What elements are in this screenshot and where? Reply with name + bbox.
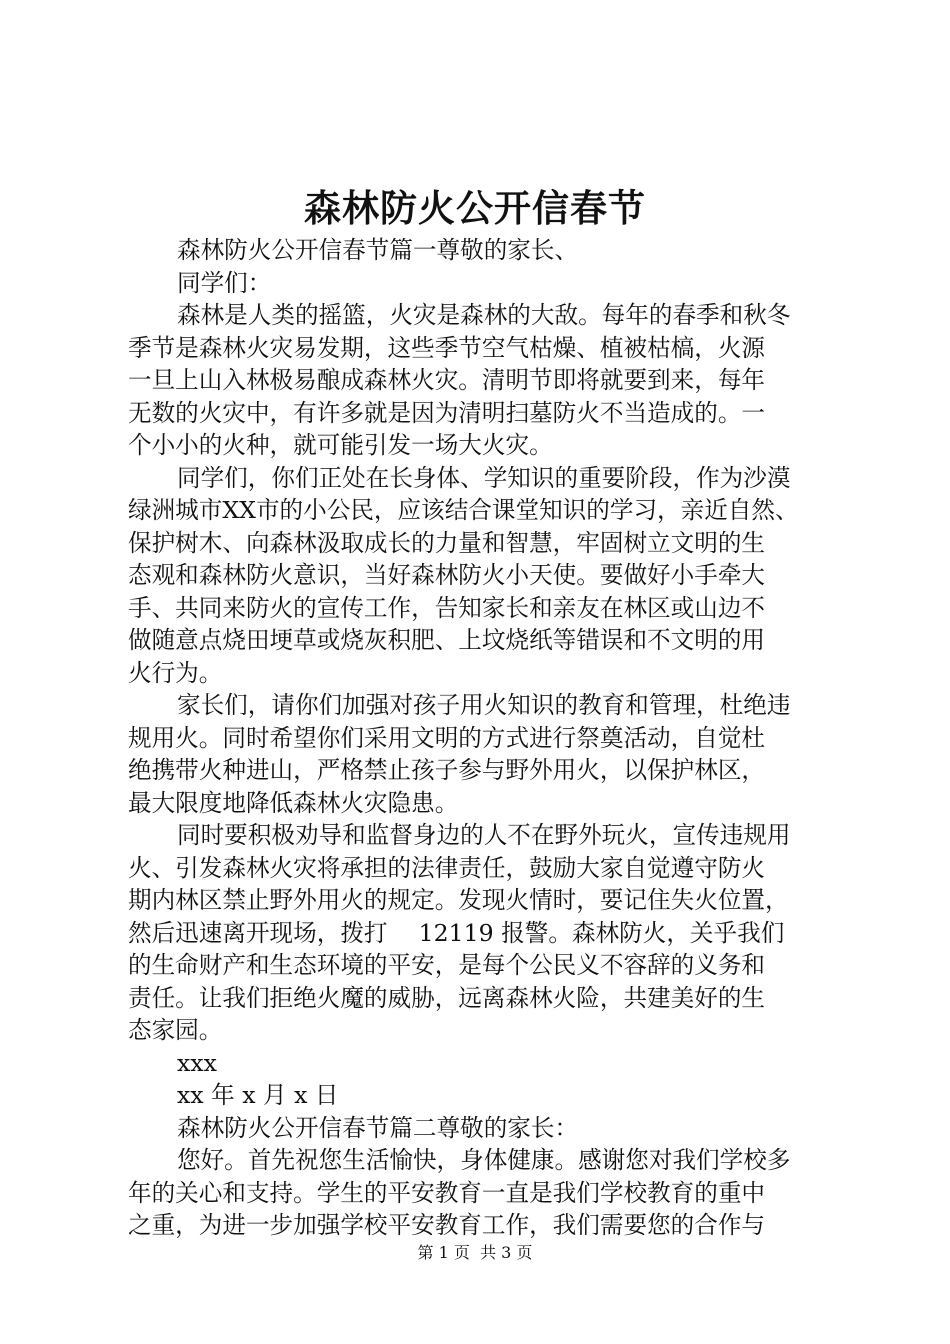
text-line: 无数的火灾中，有许多就是因为清明扫墓防火不当造成的。一 — [128, 398, 766, 427]
text-line: 一旦上山入林极易酿成森林火灾。清明节即将就要到来，每年 — [128, 366, 766, 394]
text-line: 森林是人类的摇篮，火灾是森林的大敌。每年的春季和秋冬 — [177, 301, 791, 329]
text-line: 态家园。 — [128, 1016, 223, 1044]
text-line: 森林防火公开信春节篇一尊敬的家长、 — [177, 236, 579, 264]
text-line: 态观和森林防火意识，当好森林防火小天使。要做好小手牵大 — [128, 561, 766, 589]
text-line: 绿洲城市XX市的小公民，应该结合课堂知识的学习，亲近自然、 — [128, 496, 799, 524]
text-line: 保护树木、向森林汲取成长的力量和智慧，牢固树立文明的生 — [128, 528, 766, 557]
text-line: 的生命财产和生态环境的平安，是每个公民义不容辞的义务和 — [128, 951, 766, 979]
text-line: 最大限度地降低森林火灾隐患。 — [128, 788, 459, 817]
text-line: 之重，为进一步加强学校平安教育工作，我们需要您的合作与 — [128, 1211, 766, 1239]
text-line: 年的关心和支持。学生的平安教育一直是我们学校教育的重中 — [128, 1178, 766, 1207]
text-line: 森林防火公开信春节篇二尊敬的家长： — [177, 1113, 579, 1142]
text-line: 责任。让我们拒绝火魔的威胁，远离森林火险，共建美好的生 — [128, 983, 766, 1012]
text-line: 同学们，你们正处在长身体、学知识的重要阶段，作为沙漠 — [177, 463, 791, 492]
text-line: 火、引发森林火灾将承担的法律责任，鼓励大家自觉遵守防火 — [128, 853, 766, 882]
text-line: 火行为。 — [128, 658, 223, 687]
text-line: 个小小的火种，就可能引发一场大火灾。 — [128, 431, 553, 459]
document-body — [128, 234, 836, 1242]
text-line: 季节是森林火灾易发期，这些季节空气枯燥、植被枯槁，火源 — [128, 333, 766, 362]
text-line: 同时要积极劝导和监督身边的人不在野外玩火，宣传违规用 — [177, 821, 791, 849]
text-line: xx 年 x 月 x 日 — [177, 1081, 339, 1109]
text-line: 您好。首先祝您生活愉快，身体健康。感谢您对我们学校多 — [177, 1146, 791, 1174]
text-line: 规用火。同时希望你们采用文明的方式进行祭奠活动，自觉杜 — [128, 723, 766, 752]
text-line: 做随意点烧田埂草或烧灰积肥、上坟烧纸等错误和不文明的用 — [128, 626, 766, 654]
text-line: 期内林区禁止野外用火的规定。发现火情时，要记住失火位置， — [128, 886, 789, 914]
text-line: 同学们： — [177, 268, 272, 297]
page-footer — [0, 1242, 950, 1264]
text-line: 绝携带火种进山，严格禁止孩子参与野外用火，以保护林区， — [128, 756, 766, 784]
text-line: 然后迅速离开现场，拨打 12119 报警。森林防火，关乎我们 — [128, 918, 785, 947]
text-line: xxx — [177, 1048, 217, 1077]
text-line: 手、共同来防火的宣传工作，告知家长和亲友在林区或山边不 — [128, 593, 766, 622]
text-line: 家长们，请你们加强对孩子用火知识的教育和管理，杜绝违 — [177, 691, 791, 719]
page-number-label: 第 1 页 共 3 页 — [417, 1243, 533, 1262]
document-title: 森林防火公开信春节 — [304, 186, 646, 230]
